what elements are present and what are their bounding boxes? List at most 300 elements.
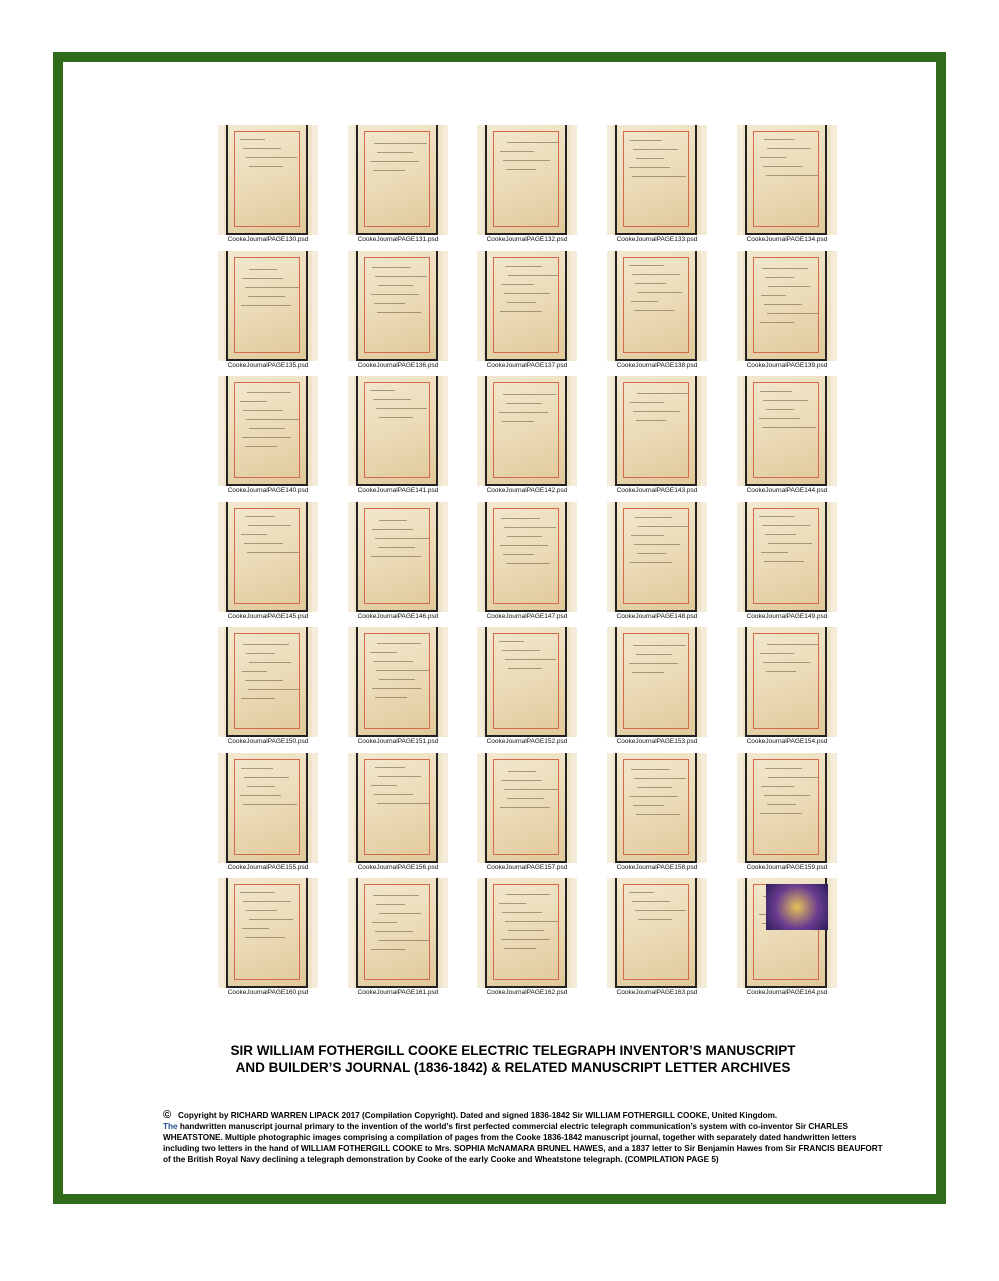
handwriting-stroke xyxy=(507,302,536,303)
page-border-rule xyxy=(493,884,559,980)
handwriting-stroke xyxy=(635,283,666,284)
handwriting-stroke xyxy=(508,930,544,931)
handwriting-stroke xyxy=(242,437,291,438)
adjacent-page-edge xyxy=(607,376,613,486)
thumbnail-item[interactable] xyxy=(218,376,318,499)
copyright-the: The xyxy=(163,1122,178,1131)
adjacent-page-edge xyxy=(218,878,224,988)
manuscript-page xyxy=(356,878,438,988)
handwriting-stroke xyxy=(632,176,686,177)
handwriting-stroke xyxy=(243,410,283,411)
thumbnail-filename: CookeJournalPAGE142.psd xyxy=(486,487,568,494)
manuscript-page xyxy=(745,125,827,235)
adjacent-page-edge xyxy=(312,502,318,612)
seal-emblem xyxy=(766,884,828,930)
handwriting-stroke xyxy=(371,785,397,786)
journal-page-image xyxy=(607,627,707,737)
thumbnail-item[interactable] xyxy=(348,376,448,499)
journal-page-image xyxy=(348,878,448,988)
page-border-rule xyxy=(623,759,689,855)
adjacent-page-edge xyxy=(737,251,743,361)
handwriting-stroke xyxy=(635,517,672,518)
handwriting-stroke xyxy=(378,285,413,286)
manuscript-page xyxy=(356,251,438,361)
handwriting-stroke xyxy=(763,662,810,663)
journal-page-image xyxy=(218,502,318,612)
thumbnail-item[interactable] xyxy=(737,753,837,876)
adjacent-page-edge xyxy=(442,627,448,737)
thumbnail-filename: CookeJournalPAGE149.psd xyxy=(746,612,828,620)
handwriting-stroke xyxy=(629,265,664,266)
handwriting-stroke xyxy=(373,399,411,400)
handwriting-stroke xyxy=(508,668,542,669)
thumbnail-item[interactable] xyxy=(218,125,318,248)
page-border-rule xyxy=(234,633,300,729)
page-border-rule xyxy=(753,508,819,604)
adjacent-page-edge xyxy=(348,502,354,612)
handwriting-stroke xyxy=(499,412,548,413)
thumbnail-item[interactable] xyxy=(477,878,577,1001)
handwriting-stroke xyxy=(502,421,534,422)
handwriting-stroke xyxy=(375,767,405,768)
handwriting-stroke xyxy=(246,419,299,420)
adjacent-page-edge xyxy=(831,251,837,361)
thumbnail-item[interactable] xyxy=(348,878,448,1001)
handwriting-stroke xyxy=(633,805,664,806)
handwriting-stroke xyxy=(243,804,297,805)
journal-page-image xyxy=(477,627,577,737)
page-border-rule xyxy=(234,131,300,227)
handwriting-stroke xyxy=(764,139,794,140)
handwriting-stroke xyxy=(634,544,680,545)
page-border-rule xyxy=(364,131,430,227)
page-border-rule xyxy=(364,633,430,729)
thumbnail-filename: CookeJournalPAGE164.psd xyxy=(746,989,828,996)
handwriting-stroke xyxy=(508,275,558,276)
handwriting-stroke xyxy=(507,142,558,143)
handwriting-stroke xyxy=(505,266,542,267)
handwriting-stroke xyxy=(375,276,427,277)
thumbnail-filename: CookeJournalPAGE158.psd xyxy=(616,863,698,871)
handwriting-stroke xyxy=(637,787,672,788)
handwriting-stroke xyxy=(499,903,526,904)
handwriting-stroke xyxy=(638,292,682,293)
adjacent-page-edge xyxy=(348,376,354,486)
adjacent-page-edge xyxy=(442,251,448,361)
handwriting-stroke xyxy=(500,311,542,312)
page-border-rule xyxy=(623,884,689,980)
journal-page-image xyxy=(348,376,448,486)
thumbnail-item[interactable] xyxy=(477,627,577,750)
thumbnail-item[interactable] xyxy=(477,251,577,374)
page-border-rule xyxy=(753,382,819,478)
adjacent-page-edge xyxy=(571,878,577,988)
handwriting-stroke xyxy=(505,921,558,922)
thumbnail-filename: CookeJournalPAGE132.psd xyxy=(486,236,568,243)
handwriting-stroke xyxy=(376,408,427,409)
manuscript-page xyxy=(615,878,697,988)
handwriting-stroke xyxy=(245,516,275,517)
adjacent-page-edge xyxy=(312,753,318,863)
adjacent-page-edge xyxy=(737,125,743,235)
thumbnail-item[interactable] xyxy=(348,502,448,625)
adjacent-page-edge xyxy=(312,878,318,988)
adjacent-page-edge xyxy=(218,627,224,737)
handwriting-stroke xyxy=(765,768,802,769)
journal-page-image xyxy=(737,251,837,361)
handwriting-stroke xyxy=(638,919,672,920)
page-border-rule xyxy=(234,508,300,604)
handwriting-stroke xyxy=(759,418,800,419)
adjacent-page-edge xyxy=(607,627,613,737)
adjacent-page-edge xyxy=(477,251,483,361)
handwriting-stroke xyxy=(761,552,788,553)
handwriting-stroke xyxy=(249,662,291,663)
handwriting-stroke xyxy=(507,798,544,799)
manuscript-page xyxy=(226,376,308,486)
adjacent-page-edge xyxy=(477,627,483,737)
handwriting-stroke xyxy=(241,768,273,769)
journal-page-image xyxy=(348,502,448,612)
page-border-rule xyxy=(623,508,689,604)
handwriting-stroke xyxy=(637,553,666,554)
journal-page-image xyxy=(477,376,577,486)
manuscript-page xyxy=(485,251,567,361)
adjacent-page-edge xyxy=(701,878,707,988)
handwriting-stroke xyxy=(502,650,540,651)
manuscript-page xyxy=(356,125,438,235)
thumbnail-item[interactable] xyxy=(737,125,837,248)
handwriting-stroke xyxy=(630,562,672,563)
thumbnail-item[interactable] xyxy=(477,502,577,625)
thumbnail-item[interactable] xyxy=(607,502,707,625)
thumbnail-filename: CookeJournalPAGE145.psd xyxy=(227,612,309,620)
thumbnail-filename: CookeJournalPAGE138.psd xyxy=(616,361,698,369)
title-line-1: SIR WILLIAM FOTHERGILL COOKE ELECTRIC TELEGRAPH INVENTOR’S MANUSCRIPT xyxy=(230,1043,796,1058)
thumbnail-item[interactable] xyxy=(218,502,318,625)
thumbnail-filename: CookeJournalPAGE155.psd xyxy=(227,863,309,871)
page-border-rule xyxy=(493,257,559,353)
handwriting-stroke xyxy=(378,547,415,548)
handwriting-stroke xyxy=(500,151,534,152)
handwriting-stroke xyxy=(245,937,285,938)
adjacent-page-edge xyxy=(348,753,354,863)
journal-page-image xyxy=(348,251,448,361)
handwriting-stroke xyxy=(499,641,524,642)
adjacent-page-edge xyxy=(831,125,837,235)
thumbnail-item[interactable] xyxy=(607,125,707,248)
thumbnail-item[interactable] xyxy=(477,125,577,248)
thumbnail-item[interactable] xyxy=(477,376,577,499)
handwriting-stroke xyxy=(636,158,664,159)
thumbnail-filename: CookeJournalPAGE131.psd xyxy=(357,236,439,243)
journal-page-image xyxy=(218,251,318,361)
adjacent-page-edge xyxy=(607,251,613,361)
copyright-notice xyxy=(163,1110,883,1165)
adjacent-page-edge xyxy=(442,753,448,863)
handwriting-stroke xyxy=(371,556,421,557)
journal-page-image xyxy=(477,125,577,235)
thumbnail-filename: CookeJournalPAGE150.psd xyxy=(227,738,309,745)
handwriting-stroke xyxy=(377,152,413,153)
manuscript-page xyxy=(226,125,308,235)
handwriting-stroke xyxy=(375,697,407,698)
handwriting-stroke xyxy=(629,892,654,893)
adjacent-page-edge xyxy=(312,251,318,361)
handwriting-stroke xyxy=(370,652,397,653)
journal-page-image xyxy=(477,753,577,863)
thumbnail-filename: CookeJournalPAGE139.psd xyxy=(746,361,828,369)
page-border-rule xyxy=(234,759,300,855)
manuscript-page xyxy=(356,376,438,486)
thumbnail-item[interactable] xyxy=(737,251,837,374)
thumbnail-item[interactable] xyxy=(477,753,577,876)
handwriting-stroke xyxy=(247,552,299,553)
handwriting-stroke xyxy=(633,149,678,150)
handwriting-stroke xyxy=(762,525,810,526)
handwriting-stroke xyxy=(370,161,419,162)
handwriting-stroke xyxy=(634,310,674,311)
thumbnail-filename: CookeJournalPAGE140.psd xyxy=(227,487,309,494)
manuscript-page xyxy=(745,753,827,863)
thumbnail-filename: CookeJournalPAGE160.psd xyxy=(227,989,309,996)
handwriting-stroke xyxy=(764,304,802,305)
handwriting-stroke xyxy=(245,680,283,681)
handwriting-stroke xyxy=(638,526,688,527)
handwriting-stroke xyxy=(241,534,267,535)
handwriting-stroke xyxy=(768,777,818,778)
journal-page-image xyxy=(737,878,837,988)
handwriting-stroke xyxy=(372,922,397,923)
handwriting-stroke xyxy=(244,543,283,544)
adjacent-page-edge xyxy=(218,376,224,486)
journal-page-image xyxy=(607,502,707,612)
journal-page-image xyxy=(218,878,318,988)
thumbnail-filename: CookeJournalPAGE157.psd xyxy=(486,863,568,871)
manuscript-page xyxy=(485,878,567,988)
handwriting-stroke xyxy=(632,274,680,275)
page-border-rule xyxy=(753,257,819,353)
handwriting-stroke xyxy=(375,538,429,539)
handwriting-stroke xyxy=(765,534,796,535)
adjacent-page-edge xyxy=(442,376,448,486)
thumbnail-item[interactable] xyxy=(348,125,448,248)
manuscript-page xyxy=(356,753,438,863)
manuscript-page xyxy=(745,627,827,737)
manuscript-page xyxy=(615,502,697,612)
adjacent-page-edge xyxy=(701,502,707,612)
thumbnail-item[interactable] xyxy=(218,753,318,876)
thumbnail-item[interactable] xyxy=(607,376,707,499)
adjacent-page-edge xyxy=(607,753,613,863)
handwriting-stroke xyxy=(630,402,664,403)
journal-page-image xyxy=(348,753,448,863)
journal-page-image xyxy=(348,125,448,235)
copyright-icon: © xyxy=(163,1109,172,1121)
page-border-rule xyxy=(493,382,559,478)
adjacent-page-edge xyxy=(701,125,707,235)
adjacent-page-edge xyxy=(737,376,743,486)
adjacent-page-edge xyxy=(831,376,837,486)
adjacent-page-edge xyxy=(737,627,743,737)
manuscript-page xyxy=(356,627,438,737)
manuscript-page xyxy=(745,376,827,486)
thumbnail-item[interactable] xyxy=(218,627,318,750)
handwriting-stroke xyxy=(372,267,411,268)
handwriting-stroke xyxy=(504,948,536,949)
handwriting-stroke xyxy=(378,776,421,777)
handwriting-stroke xyxy=(241,305,291,306)
adjacent-page-edge xyxy=(831,502,837,612)
handwriting-stroke xyxy=(243,644,289,645)
thumbnail-filename: CookeJournalPAGE163.psd xyxy=(616,989,698,996)
handwriting-stroke xyxy=(378,940,429,941)
adjacent-page-edge xyxy=(218,502,224,612)
manuscript-page xyxy=(615,753,697,863)
handwriting-stroke xyxy=(765,277,794,278)
handwriting-stroke xyxy=(760,653,794,654)
thumbnail-item[interactable] xyxy=(218,251,318,374)
thumbnail-item[interactable] xyxy=(607,878,707,1001)
thumbnail-filename: CookeJournalPAGE135.psd xyxy=(227,361,309,369)
adjacent-page-edge xyxy=(442,878,448,988)
manuscript-page xyxy=(745,251,827,361)
adjacent-page-edge xyxy=(348,125,354,235)
thumbnail-item[interactable] xyxy=(607,627,707,750)
manuscript-page xyxy=(226,502,308,612)
adjacent-page-edge xyxy=(571,753,577,863)
adjacent-page-edge xyxy=(571,125,577,235)
handwriting-stroke xyxy=(240,892,275,893)
thumbnail-item[interactable] xyxy=(607,251,707,374)
handwriting-stroke xyxy=(632,672,664,673)
thumbnail-item[interactable] xyxy=(348,251,448,374)
manuscript-page xyxy=(485,753,567,863)
handwriting-stroke xyxy=(502,912,542,913)
thumbnail-item[interactable] xyxy=(737,878,837,1001)
adjacent-page-edge xyxy=(348,251,354,361)
handwriting-stroke xyxy=(246,653,275,654)
handwriting-stroke xyxy=(241,698,275,699)
handwriting-stroke xyxy=(636,420,666,421)
thumbnail-item[interactable] xyxy=(737,627,837,750)
thumbnail-item[interactable] xyxy=(737,376,837,499)
adjacent-page-edge xyxy=(348,878,354,988)
thumbnail-item[interactable] xyxy=(737,502,837,625)
handwriting-stroke xyxy=(633,645,686,646)
page-border-rule xyxy=(493,508,559,604)
thumbnail-filename: CookeJournalPAGE153.psd xyxy=(616,738,698,745)
adjacent-page-edge xyxy=(607,878,613,988)
handwriting-stroke xyxy=(373,895,419,896)
handwriting-stroke xyxy=(379,520,407,521)
adjacent-page-edge xyxy=(831,627,837,737)
manuscript-page xyxy=(226,753,308,863)
thumbnail-filename: CookeJournalPAGE156.psd xyxy=(357,863,439,871)
adjacent-page-edge xyxy=(571,627,577,737)
handwriting-stroke xyxy=(243,901,291,902)
adjacent-page-edge xyxy=(312,125,318,235)
thumbnail-item[interactable] xyxy=(348,627,448,750)
handwriting-stroke xyxy=(245,287,299,288)
handwriting-stroke xyxy=(379,913,421,914)
handwriting-stroke xyxy=(768,543,812,544)
journal-page-image xyxy=(218,627,318,737)
handwriting-stroke xyxy=(637,393,688,394)
handwriting-stroke xyxy=(379,679,415,680)
handwriting-stroke xyxy=(501,518,540,519)
thumbnail-filename: CookeJournalPAGE154.psd xyxy=(746,738,828,745)
page-border-rule xyxy=(623,633,689,729)
handwriting-stroke xyxy=(762,268,808,269)
handwriting-stroke xyxy=(763,166,802,167)
handwriting-stroke xyxy=(240,139,265,140)
handwriting-stroke xyxy=(766,409,794,410)
adjacent-page-edge xyxy=(701,376,707,486)
handwriting-stroke xyxy=(767,804,796,805)
handwriting-stroke xyxy=(504,789,558,790)
handwriting-stroke xyxy=(630,796,678,797)
handwriting-stroke xyxy=(503,160,550,161)
journal-page-image xyxy=(607,878,707,988)
handwriting-stroke xyxy=(503,394,556,395)
handwriting-stroke xyxy=(635,910,686,911)
page-border-rule xyxy=(364,257,430,353)
handwriting-stroke xyxy=(760,322,794,323)
adjacent-page-edge xyxy=(737,878,743,988)
thumbnail-item[interactable] xyxy=(218,878,318,1001)
handwriting-stroke xyxy=(504,293,550,294)
handwriting-stroke xyxy=(242,928,269,929)
handwriting-stroke xyxy=(500,545,548,546)
manuscript-page xyxy=(485,125,567,235)
handwriting-stroke xyxy=(249,269,277,270)
handwriting-stroke xyxy=(632,901,670,902)
journal-page-image xyxy=(218,753,318,863)
adjacent-page-edge xyxy=(218,753,224,863)
handwriting-stroke xyxy=(373,661,413,662)
manuscript-page xyxy=(745,878,827,988)
handwriting-stroke xyxy=(630,140,662,141)
handwriting-stroke xyxy=(508,771,536,772)
handwriting-stroke xyxy=(376,904,405,905)
handwriting-stroke xyxy=(245,446,277,447)
thumbnail-filename: CookeJournalPAGE146.psd xyxy=(357,612,439,620)
page-border-rule xyxy=(234,884,300,980)
handwriting-stroke xyxy=(372,529,413,530)
handwriting-stroke xyxy=(240,795,281,796)
adjacent-page-edge xyxy=(477,878,483,988)
handwriting-stroke xyxy=(249,428,285,429)
handwriting-stroke xyxy=(631,769,670,770)
page-border-rule xyxy=(623,131,689,227)
handwriting-stroke xyxy=(764,561,804,562)
page-border-rule xyxy=(623,257,689,353)
page-border-rule xyxy=(364,759,430,855)
thumbnail-filename: CookeJournalPAGE147.psd xyxy=(486,612,568,620)
manuscript-page xyxy=(226,878,308,988)
adjacent-page-edge xyxy=(218,125,224,235)
thumbnail-filename: CookeJournalPAGE162.psd xyxy=(486,989,568,996)
thumbnail-filename: CookeJournalPAGE134.psd xyxy=(746,236,828,243)
thumbnail-item[interactable] xyxy=(348,753,448,876)
thumbnail-item[interactable] xyxy=(607,753,707,876)
handwriting-stroke xyxy=(374,794,413,795)
journal-page-image xyxy=(737,627,837,737)
handwriting-stroke xyxy=(763,400,808,401)
page-frame xyxy=(53,52,946,1204)
handwriting-stroke xyxy=(505,659,556,660)
